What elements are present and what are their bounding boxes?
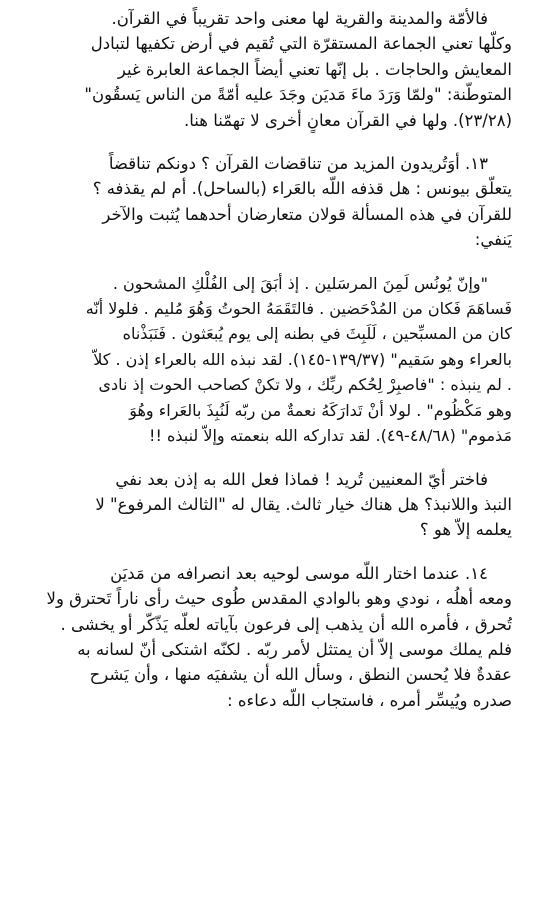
text-line: مَذموم" (٤٨/٦٨-٤٩). لقد تداركه الله بنعمته وإلاّ لنبذه !! — [149, 426, 512, 446]
text-line: فاختر أيّ المعنيين تُريد ! فماذا فعل الله به إذن بعد نفي — [115, 469, 488, 489]
text-line: عقدةٌ فلا يُحسن النطق ، وسأل الله أن يشفيَه منها ، وأن يَشرح — [89, 665, 512, 685]
text-line: (٢٣/٢٨). ولها في القرآن معانٍ أخرى لا تهمّنا هنا. — [184, 110, 512, 130]
paragraph-14-musa — [18, 561, 512, 713]
text-line: بالعراء وهو سَقيم" (١٣٩/٣٧-١٤٥). لقد نبذه الله بالعراء إذن . كلاّ — [93, 349, 512, 369]
text-line: للقرآن في هذه المسألة قولان متعارضان أحدهما يُثبت والآخر — [102, 204, 512, 224]
text-line: يَنفي: — [474, 230, 512, 250]
paragraph-ummah-meaning — [18, 6, 512, 133]
text-line: ١٣. أوَتُريدون المزيد من تناقضات القرآن ؟ دونكم تناقضاً — [108, 154, 488, 174]
text-line: كان من المسبِّحين ، لَلَبِثَ في بطنه إلى يوم يُبعَثون . فَنَبَذْناه — [122, 324, 512, 344]
text-line: تُحرق ، فأمره الله أن يذهب إلى فرعون بآياته لعلّه يَذّكّر أو يخشى . — [60, 614, 512, 634]
text-line: "وإنّ يُونُس لَمِنَ المرسَلين . إذ أبَقَ إلى الفُلْكِ المشحون . — [112, 273, 488, 293]
text-line: وهو مَكْظُوم" . لولا أنْ تَدارَكَهُ نعمةٌ من ربّه لَنُبِذَ بالعَراء وهُوَ — [129, 400, 512, 420]
paragraph-gap — [18, 543, 512, 561]
paragraph-gap — [18, 253, 512, 271]
text-line: وكلّها تعني الجماعة المستقرّة التي تُقيم في أرض تكفيها لتبادل — [90, 34, 512, 54]
paragraph-13-yunus — [18, 151, 512, 253]
text-line: المتوطّنة: "ولمّا وَرَدَ ماءَ مَديَن وجَدَ عليه أمّةً من الناس يَسقُون" — [84, 85, 512, 105]
text-line: . لم ينبذه : "فاصبِرْ لِحُكم ربِّك ، ولا تكنْ كصاحب الحوت إذ نادى — [98, 375, 512, 395]
text-line: المعايش والحاجات . بل إنّها تعني أيضاً الجماعة العابرة غير — [117, 59, 512, 79]
text-line: يعلمه إلاّ هو ؟ — [419, 520, 512, 540]
paragraph-quran-quotes — [18, 271, 512, 449]
paragraph-gap — [18, 133, 512, 151]
paragraph-gap — [18, 449, 512, 467]
text-line: فالأمّة والمدينة والقرية لها معنى واحد تقريباً في القرآن. — [111, 9, 488, 28]
text-line: يتعلّق بيونس : هل قذفه اللّه بالعَراء (بالساحل). أم لم يقذفه ؟ — [92, 179, 512, 199]
text-line: النبذ واللانبذ؟ هل هناك خيار ثالث. يقال له "الثالث المرفوع" لا — [95, 494, 512, 514]
text-line: صدره ويُيسِّر أمره ، فاستجاب اللّه دعاءه : — [227, 690, 512, 710]
paragraph-choose-meaning — [18, 467, 512, 543]
text-line: فَساهَمَ فَكان من المُدْحَضين . فالتَقَمَهُ الحوتُ وَهُوَ مُليم . فلولا أنّه — [85, 299, 512, 319]
text-line: ومعه أهلُه ، نودي وهو بالوادي المقدس طُوى حيث رأى ناراً تَحترق ولا — [46, 589, 512, 609]
text-line: فلم يملك موسى إلاّ أن يمتثل لأمر ربّه . لكنّه اشتكى أنّ لسانه به — [77, 639, 512, 659]
text-line: ١٤. عندما اختار اللّه موسى لوحيه بعد انصرافه من مَديَن — [110, 563, 488, 583]
